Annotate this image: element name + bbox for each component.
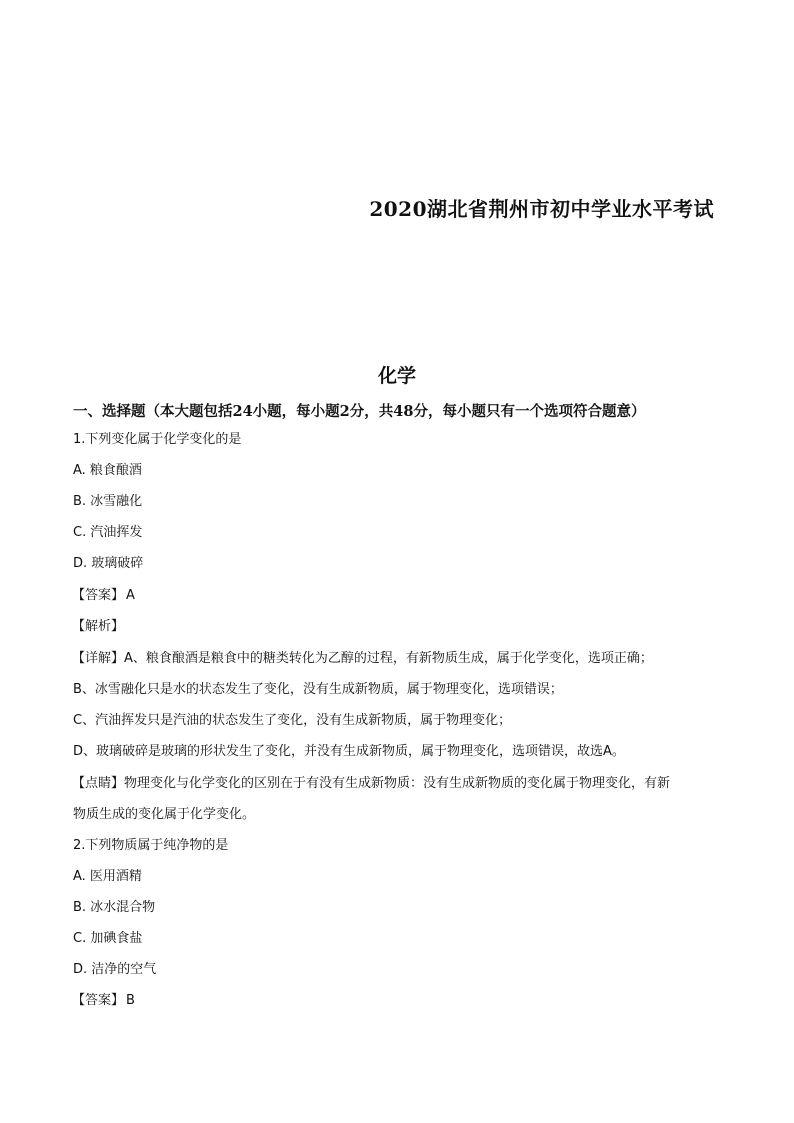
question-2-stem: 2.下列物质属于纯净物的是: [73, 838, 229, 853]
answer-value: A: [126, 588, 135, 603]
answer-label: 【答案】: [72, 588, 125, 603]
subject-heading: 化学: [377, 365, 416, 387]
question-1-option-b: B. 冰雪融化: [73, 494, 143, 509]
question-1-option-c: C. 汽油挥发: [73, 525, 143, 540]
question-1-option-d: D. 玻璃破碎: [73, 556, 144, 571]
answer-value: B: [126, 993, 135, 1008]
question-1-point-line-2: 物质生成的变化属于化学变化。: [73, 807, 256, 822]
question-1-detail-line-4: D、玻璃破碎是玻璃的形状发生了变化，并没有生成新物质，属于物理变化，选项错误，故选A。: [73, 744, 625, 759]
exam-title: 2020湖北省荆州市初中学业水平考试: [369, 197, 714, 221]
question-2-option-c: C. 加碘食盐: [73, 931, 143, 946]
question-2-option-d: D. 洁净的空气: [73, 962, 157, 977]
question-1-detail-line-3: C、汽油挥发只是汽油的状态发生了变化，没有生成新物质，属于物理变化；: [73, 713, 512, 728]
question-1-analysis-label: 【解析】: [72, 619, 125, 634]
question-1-option-a: A. 粮食酿酒: [73, 463, 142, 478]
question-1-stem: 1.下列变化属于化学变化的是: [73, 432, 242, 447]
section-heading: 一、选择题（本大题包括24小题，每小题2分，共48分，每小题只有一个选项符合题意）: [73, 403, 646, 420]
question-1-detail-line-1: 【详解】A、粮食酿酒是粮食中的糖类转化为乙醇的过程，有新物质生成，属于化学变化，选项正确；: [72, 651, 653, 666]
question-1-point-line-1: 【点睛】物理变化与化学变化的区别在于有没有生成新物质：没有生成新物质的变化属于物理变化，有新: [72, 776, 671, 791]
question-2-option-b: B. 冰水混合物: [73, 900, 156, 915]
question-2-answer: [72, 992, 135, 1010]
question-2-option-a: A. 医用酒精: [73, 869, 142, 884]
question-1-answer: [72, 587, 135, 605]
question-1-detail-line-2: B、冰雪融化只是水的状态发生了变化，没有生成新物质，属于物理变化，选项错误；: [73, 682, 563, 697]
answer-label: 【答案】: [72, 993, 125, 1008]
